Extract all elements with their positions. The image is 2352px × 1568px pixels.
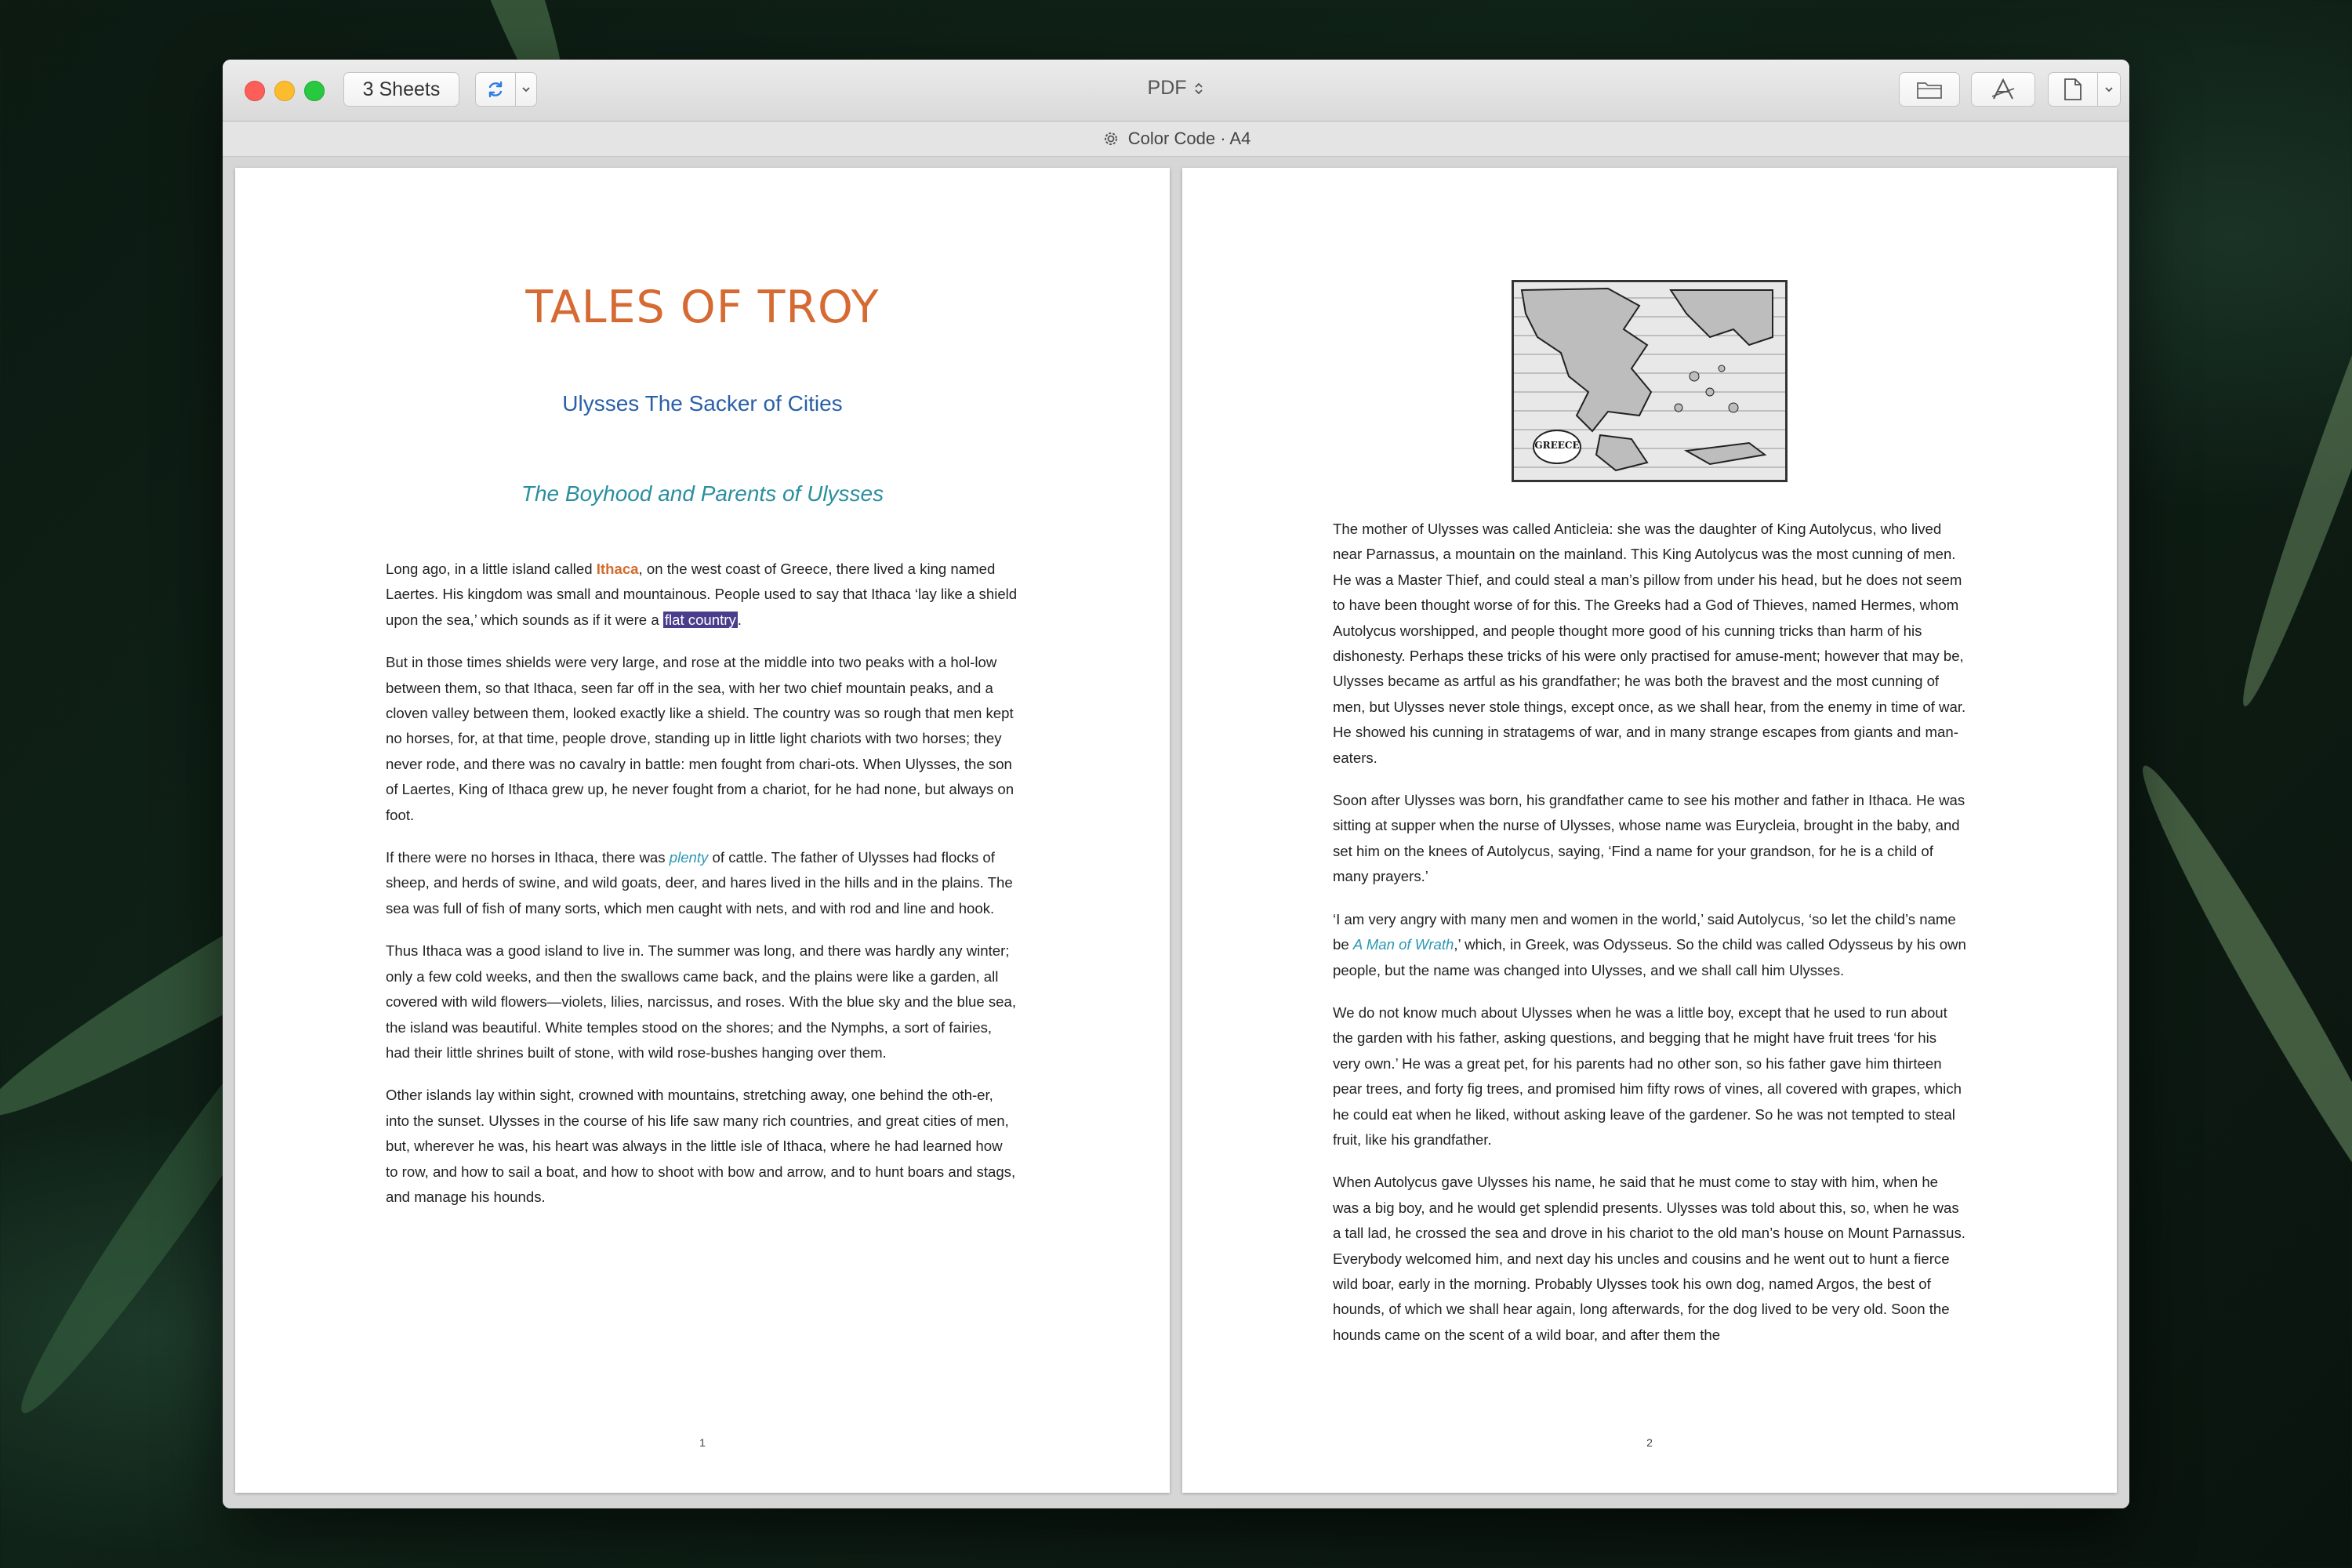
font-icon xyxy=(1989,78,2017,101)
open-folder-button[interactable] xyxy=(1899,72,1960,107)
highlight-man-of-wrath: A Man of Wrath xyxy=(1352,936,1454,953)
paragraph: The mother of Ulysses was called Anticleia: she was the daughter of King Autolycus, who lived near Parnassus, a mountain on the mainland. This King Autolycus was the most cunning of men. He was a Master Thief, and could steal a man’s pillow from under his head, but he does not seem to have been thought worse of for this. The Greeks had a God of Thieves, named Hermes, whom Autolycus worshipped, and people thought more good of his cunning tricks than harm of his dishonesty. Perhaps these tricks of his were only practised for amuse-ment; however that may be, Ulysses became as artful as his grandfather; he was both the bravest and the most cunning of men, but Ulysses never stole things, except once, as we shall hear, from the enemy in time of war. He showed his cunning in stratagems of war, and in many strange escapes from giants and man-eaters. xyxy=(1333,521,1966,766)
paragraph: Thus Ithaca was a good island to live in. The summer was long, and there was hardly any winter; only a few cold weeks, and then the swallows came back, and the plains were like a garden, all covered with wild flowers—violets, lilies, narcissus, and roses. With the blue sky and the blue sea, the island was beautiful. White temples stood on the shores; and the Nymphs, a sort of fairies, had their little shrines built of stone, with wild rose-bushes hanging over them. xyxy=(386,942,1017,1061)
highlight-ithaca: Ithaca xyxy=(596,561,639,577)
page-number: 1 xyxy=(699,1436,706,1449)
document-button[interactable] xyxy=(2048,72,2098,107)
theme-bar[interactable] xyxy=(223,122,2129,157)
background-leaf xyxy=(2124,754,2352,1253)
paragraph: We do not know much about Ulysses when he was a little boy, except that he used to run about the garden with his father, asking questions, and begging that he might have fruit trees ‘for his very own.’ He was a great pet, for his parents had no other son, so his father gave him thirteen pear trees, and forty fig trees, and promised him fifty rows of vines, all covered with grapes, which he could eat when he liked, without asking leave of the gardener. So he was not tempted to steal fruit, like his grandfather. xyxy=(1333,1004,1962,1148)
map-label: GREECE xyxy=(1533,430,1581,464)
page-number: 2 xyxy=(1646,1436,1653,1449)
page-1-body xyxy=(386,557,1018,1227)
output-format-label: PDF xyxy=(1147,77,1187,99)
document-icon xyxy=(2063,78,2082,101)
text-run: Long ago, in a little island called xyxy=(386,561,597,577)
chevron-down-icon xyxy=(2103,84,2114,95)
paragraph xyxy=(386,845,1018,921)
paragraph: When Autolycus gave Ulysses his name, he said that he must come to stay with him, when he was a big boy, and he would get splendid presents. Ulysses was told about this, so, when he was a tall lad, he crossed the sea and drove in his chariot to the old man’s house on Mount Parnassus. Everybody welcomed him, and next day his uncles and cousins and he went out to hunt a fierce wild boar, early in the morning. Probably Ulysses took his own dog, named Argos, the best of hounds, of which we shall hear again, long afterwards, for the dog lived to be very old. Soon the hounds came on the scent of a wild boar, and after them the xyxy=(1333,1174,1965,1343)
text-run: . xyxy=(737,611,742,628)
paragraph: But in those times shields were very large, and rose at the middle into two peaks with a hol-low between them, so that Ithaca, seen far off in the sea, with her two chief mountain peaks, and a cloven valley between them, looked exactly like a shield. The country was so rough that men kept no horses, for, at that time, people drove, standing up in little light chariots with two horses; they never rode, and there was no cavalry in battle: men fought from chari-ots. When Ulysses, the son of Laertes, King of Ithaca grew up, he never fought from a chariot, for he had none, but always on foot. xyxy=(386,654,1014,823)
page-2-body xyxy=(1333,517,1966,1365)
map-of-greece-image xyxy=(1512,280,1788,482)
highlight-plenty: plenty xyxy=(669,849,709,866)
background-leaf xyxy=(2227,111,2352,713)
chapter-heading: The Boyhood and Parents of Ulysses xyxy=(521,481,884,506)
text-run: of cattle. The father of Ulysses had flocks of sheep, and herds of swine, and wild goats, deer, and hares lived in the hills and in the plains. The sea was full of fish of many sorts, which men caught with nets, and with rod and line and hook. xyxy=(386,849,1013,916)
titlebar xyxy=(223,60,2129,122)
folder-icon xyxy=(1916,79,1943,100)
page-2 xyxy=(1182,168,2117,1493)
book-title: TALES OF TROY xyxy=(525,281,880,333)
text-run: ‘I am very angry with many men and women in the world,’ said Autolycus, ‘so let the child’s name be xyxy=(1333,910,1956,953)
updown-chevron-icon xyxy=(1193,81,1204,96)
theme-label: Color Code · A4 xyxy=(1127,129,1251,148)
font-button[interactable] xyxy=(1971,72,2035,107)
output-format-selector[interactable] xyxy=(223,77,2129,100)
text-run: If there were no horses in Ithaca, there was xyxy=(386,849,670,866)
selected-text[interactable]: flat country xyxy=(664,611,736,628)
text-run: ,’ which, in Greek, was Odysseus. So the child was called Odysseus by his own people, but the name was changed into Ulysses, and we shall call him Ulysses. xyxy=(1333,936,1966,978)
app-window xyxy=(223,60,2129,1508)
page-1 xyxy=(235,168,1170,1493)
preview-area xyxy=(223,157,2129,1508)
text-run: , on the west coast of Greece, there lived a king named Laertes. His kingdom was small and mountainous. People used to say that Ithaca ‘lay like a shield upon the sea,’ which sounds as if it were a xyxy=(386,561,1018,628)
sheets-label: 3 Sheets xyxy=(362,78,441,100)
paragraph: Other islands lay within sight, crowned with mountains, stretching away, one behind the oth-er, into the sunset. Ulysses in the course of his life saw many rich countries, and great cities of men, but, wherever he was, his heart was always in the little isle of Ithaca, where he had learned how to row, and how to sail a boat, and how to shoot with bow and arrow, and to hunt boars and stags, and manage his hounds. xyxy=(386,1087,1016,1205)
paragraph: Soon after Ulysses was born, his grandfather came to see his mother and father in Ithaca. He was sitting at supper when the nurse of Ulysses, whose name was Eurycleia, brought in the baby, and set him on the knees of Autolycus, saying, ‘Find a name for your grandson, for he is a child of many prayers.’ xyxy=(1333,792,1965,885)
gear-icon xyxy=(1102,129,1120,148)
document-menu-button[interactable] xyxy=(2097,72,2121,107)
paragraph xyxy=(1333,907,1966,983)
book-subtitle: Ulysses The Sacker of Cities xyxy=(562,391,843,416)
paragraph xyxy=(386,557,1018,633)
